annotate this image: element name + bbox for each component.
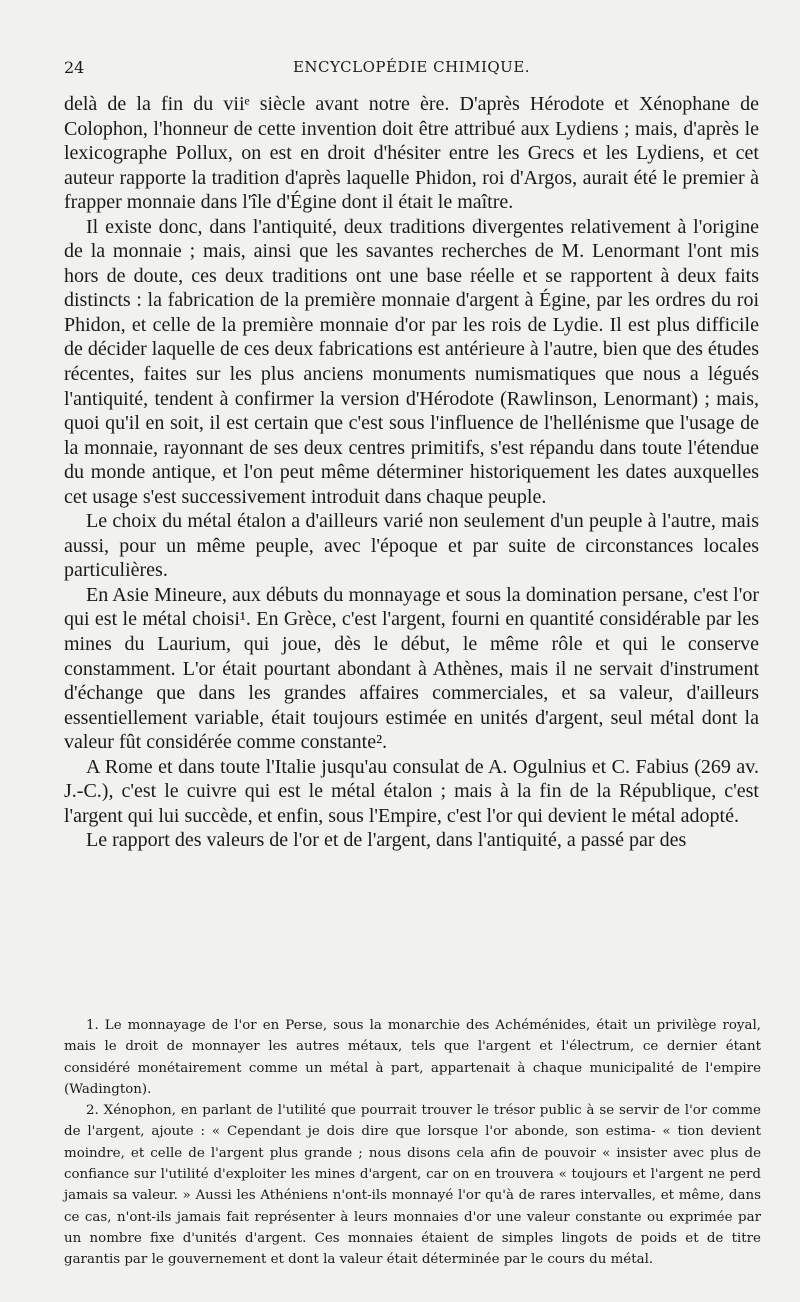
- footnotes: [64, 1015, 761, 1271]
- running-head: ENCYCLOPÉDIE CHIMIQUE.: [292, 58, 531, 76]
- paragraph: Il existe donc, dans l'antiquité, deux traditions divergentes relativement à l'origine de la monnaie ; mais, ainsi que les savantes recherches de M. Lenormant l'ont mis hors de doute, ces deux traditions ont une base réelle et se rapportent à deux faits distincts : la fabrication de la première monnaie d'argent à Égine, par les ordres du roi Phidon, et celle de la première monnaie d'or par les rois de Lydie. Il est plus difficile de décider laquelle de ces deux fabrications est antérieure à l'autre, bien que des études récentes, faites sur les plus anciens monuments numismatiques que nous a légués l'antiquité, tendent à confirmer la version d'Hérodote (Rawlinson, Lenormant) ; mais, quoi qu'il en soit, il est certain que c'est sous l'influence de l'hellénisme que l'usage de la monnaie, rayonnant de ses deux centres primitifs, s'est répandu dans toute l'étendue du monde antique, et l'on peut même déterminer historiquement les dates auxquelles cet usage s'est successivement introduit dans chaque peuple.: [64, 215, 759, 508]
- paragraph: delà de la fin du viiᵉ siècle avant notre ère. D'après Hérodote et Xénophane de Colophon, l'honneur de cette invention doit être attribué aux Lydiens ; mais, d'après le lexicographe Pollux, on est en droit d'hésiter entre les Grecs et les Lydiens, et cet auteur rapporte la tradition d'après laquelle Phidon, roi d'Argos, aurait été le premier à frapper monnaie dans l'île d'Égine dont il était le maître.: [64, 93, 759, 214]
- footnote: 1. Le monnayage de l'or en Perse, sous la monarchie des Achéménides, était un privilège royal, mais le droit de monnayer les autres métaux, tels que l'argent et l'électrum, ce dernier étant considéré monétairement comme un métal à part, appartenait à chaque municipalité de l'empire (Wadington).: [64, 1018, 761, 1097]
- body-text: [64, 92, 759, 853]
- paragraph: En Asie Mineure, aux débuts du monnayage et sous la domination persane, c'est l'or qui est le métal choisi¹. En Grèce, c'est l'argent, fourni en quantité considérable par les mines du Laurium, qui joue, dès le début, le même rôle et qui le conserve constamment. L'or était pourtant abondant à Athènes, mais il ne servait d'instrument d'échange que dans les grandes affaires commerciales, et sa valeur, d'ailleurs essentiellement variable, était toujours estimée en unités d'argent, seul métal dont la valeur fût considérée comme constante².: [64, 583, 759, 754]
- paragraph: Le choix du métal étalon a d'ailleurs varié non seulement d'un peuple à l'autre, mais aussi, pour un même peuple, avec l'époque et par suite de circonstances locales particulières.: [64, 510, 759, 582]
- paragraph: Le rapport des valeurs de l'or et de l'argent, dans l'antiquité, a passé par des: [86, 829, 687, 852]
- paragraph: A Rome et dans toute l'Italie jusqu'au consulat de A. Ogulnius et C. Fabius (269 av. J.-C.), c'est le cuivre qui est le métal étalon ; mais à la fin de la République, c'est l'argent qui lui succède, et enfin, sous l'Empire, c'est l'or qui devient le métal adopté.: [64, 755, 759, 827]
- page-header: [64, 58, 759, 82]
- footnote: 2. Xénophon, en parlant de l'utilité que pourrait trouver le trésor public à se servir de l'or comme de l'argent, ajoute : « Cependant je dois dire que lorsque l'or abonde, son estima- « tion devient moindre, et celle de l'argent plus grande ; nous disons cela afin de pouvoir « insister avec plus de confiance sur l'utilité d'exploiter les mines d'argent, car on en trouvera « toujours et l'argent ne perd jamais sa valeur. » Aussi les Athéniens n'ont-ils monnayé l'or qu'à de rares intervalles, et même, dans ce cas, n'ont-ils jamais fait représenter à leurs monnaies d'or une valeur constante ou exprimée par un nombre fixe d'unités d'argent. Ces monnaies étaient de simples lingots de poids et de titre garantis par le gouvernement et dont la valeur était déterminée par le cours du métal.: [64, 1103, 761, 1268]
- page-number: 24: [64, 58, 85, 77]
